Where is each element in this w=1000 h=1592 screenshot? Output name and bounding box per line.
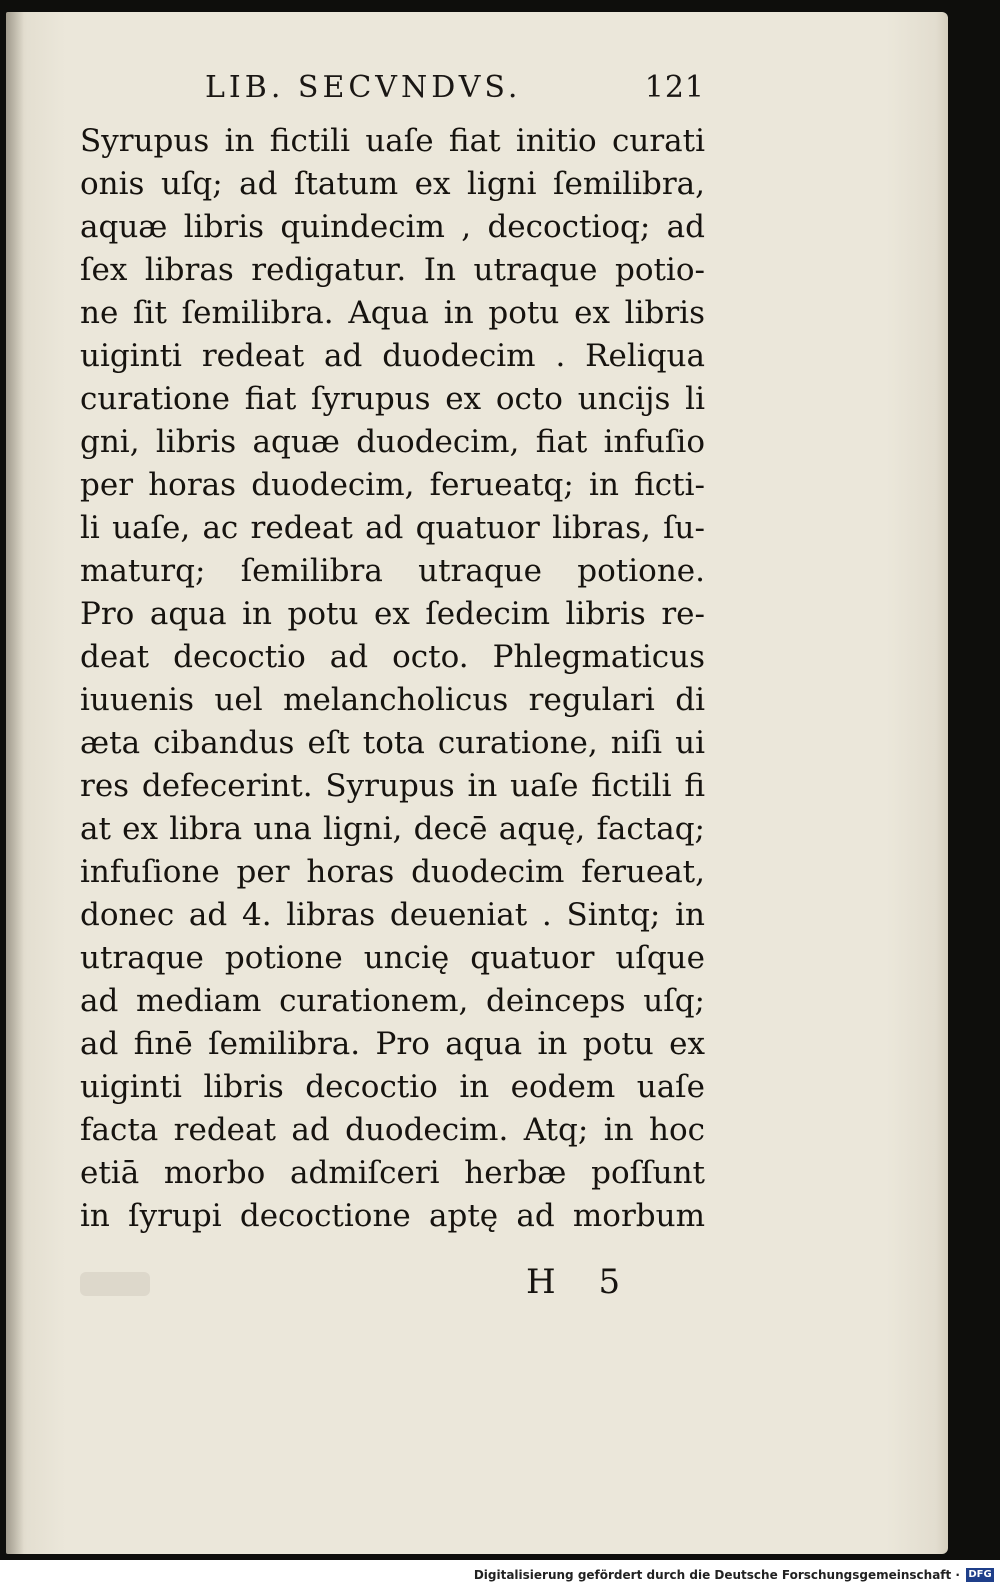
text-line: Pro aqua in potu ex ſedecim libris re‑ [80,596,705,632]
text-line: ad finē ſemilibra. Pro aqua in potu ex [80,1026,705,1062]
text-line: uiginti libris decoctio in eodem uaſe [80,1069,705,1105]
text-line: æta cibandus eſt tota curatione, niſi ui [80,725,705,761]
text-line: deat decoctio ad octo. Phlegmaticus [80,639,705,675]
text-line: facta redeat ad duodecim. Atq; in hoc [80,1112,705,1148]
text-line: res defecerint. Syrupus in uaſe fictili fi [80,768,705,804]
text-line: ne ſit ſemilibra. Aqua in potu ex libris [80,295,705,331]
page-number: 121 [644,70,705,105]
text-line: gni, libris aquæ duodecim, fiat infuſio [80,424,705,460]
text-line: at ex libra una ligni, decē aquę, factaq; [80,811,705,847]
text-line: onis uſq; ad ſtatum ex ligni ſemilibra, [80,166,705,202]
text-line: infuſione per horas duodecim ferueat, [80,854,705,890]
text-line: utraque potione uncię quatuor uſque [80,940,705,976]
text-line: ſex libras redigatur. In utraque potio‑ [80,252,705,288]
text-line: in ſyrupi decoctione aptę ad morbum [80,1198,705,1234]
footer-bar [0,1560,1000,1592]
text-line: donec ad 4. libras deueniat . Sintq; in [80,897,705,933]
running-title: LIB. SECVNDVS. [205,70,522,105]
body-text [80,120,705,1238]
text-line: iuuenis uel melancholicus regulari di [80,682,705,718]
text-line: li uaſe, ac redeat ad quatuor libras, ſu‑ [80,510,705,546]
signature-mark: H 5 [526,1262,637,1302]
dfg-logo: DFG [966,1568,994,1582]
text-line: etiā morbo admiſceri herbæ poſſunt [80,1155,705,1191]
text-line: per horas duodecim, ferueatq; in ficti‑ [80,467,705,503]
running-head [205,70,705,110]
gutter-shadow [6,12,24,1554]
text-line: curatione fiat ſyrupus ex octo uncijs li [80,381,705,417]
text-line: ad mediam curationem, deinceps uſq; [80,983,705,1019]
show-through-smudge [80,1272,150,1296]
text-line: aquæ libris quindecim , decoctioq; ad [80,209,705,245]
funding-credit: Digitalisierung gefördert durch die Deutsche Forschungsgemeinschaft · [473,1568,960,1582]
text-line: uiginti redeat ad duodecim . Reliqua [80,338,705,374]
text-line: maturq; ſemilibra utraque potione. [80,553,705,589]
text-line: Syrupus in fictili uaſe fiat initio curati [80,123,705,159]
